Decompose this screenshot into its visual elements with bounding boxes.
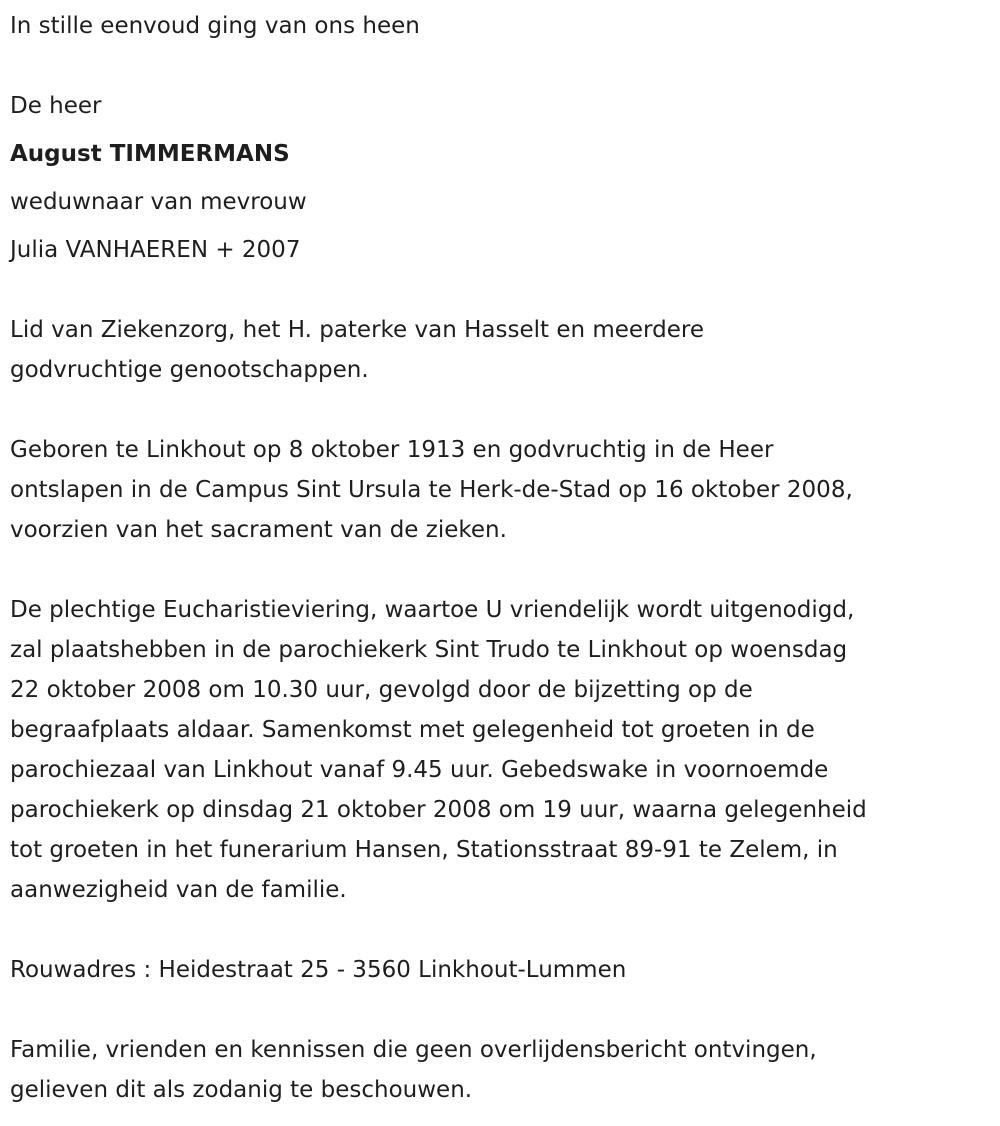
salutation: De heer: [10, 93, 102, 119]
paragraph-line: voorzien van het sacrament van de zieken.: [10, 517, 507, 543]
paragraph-line: parochiekerk op dinsdag 21 oktober 2008 om 19 uur, waarna gelegenheid: [10, 797, 867, 823]
spouse-name: Julia VANHAEREN + 2007: [10, 237, 301, 263]
relation-text: weduwnaar van mevrouw: [10, 189, 307, 215]
intro-text: In stille eenvoud ging van ons heen: [10, 13, 420, 39]
paragraph-line: parochiezaal van Linkhout vanaf 9.45 uur. Gebedswake in voornoemde: [10, 757, 829, 783]
paragraph-line: Familie, vrienden en kennissen die geen overlijdensbericht ontvingen,: [10, 1037, 817, 1063]
paragraph-line: ontslapen in de Campus Sint Ursula te Herk-de-Stad op 16 oktober 2008,: [10, 477, 853, 503]
paragraph-line: Geboren te Linkhout op 8 oktober 1913 en godvruchtig in de Heer: [10, 437, 774, 463]
paragraph-line: zal plaatshebben in de parochiekerk Sint Trudo te Linkhout op woensdag: [10, 637, 848, 663]
paragraph-line: De plechtige Eucharistieviering, waartoe U vriendelijk wordt uitgenodigd,: [10, 597, 855, 623]
mourning-address: Rouwadres : Heidestraat 25 - 3560 Linkhout-Lummen: [10, 957, 627, 983]
paragraph-line: tot groeten in het funerarium Hansen, Stationsstraat 89-91 te Zelem, in: [10, 837, 838, 863]
paragraph-line: begraafplaats aldaar. Samenkomst met gelegenheid tot groeten in de: [10, 717, 815, 743]
paragraph-line: godvruchtige genootschappen.: [10, 357, 369, 383]
paragraph-line: Lid van Ziekenzorg, het H. paterke van Hasselt en meerdere: [10, 317, 704, 343]
paragraph-line: gelieven dit als zodanig te beschouwen.: [10, 1077, 473, 1103]
paragraph-line: 22 oktober 2008 om 10.30 uur, gevolgd door de bijzetting op de: [10, 677, 753, 703]
deceased-name: August TIMMERMANS: [10, 141, 290, 167]
paragraph-line: aanwezigheid van de familie.: [10, 877, 347, 903]
